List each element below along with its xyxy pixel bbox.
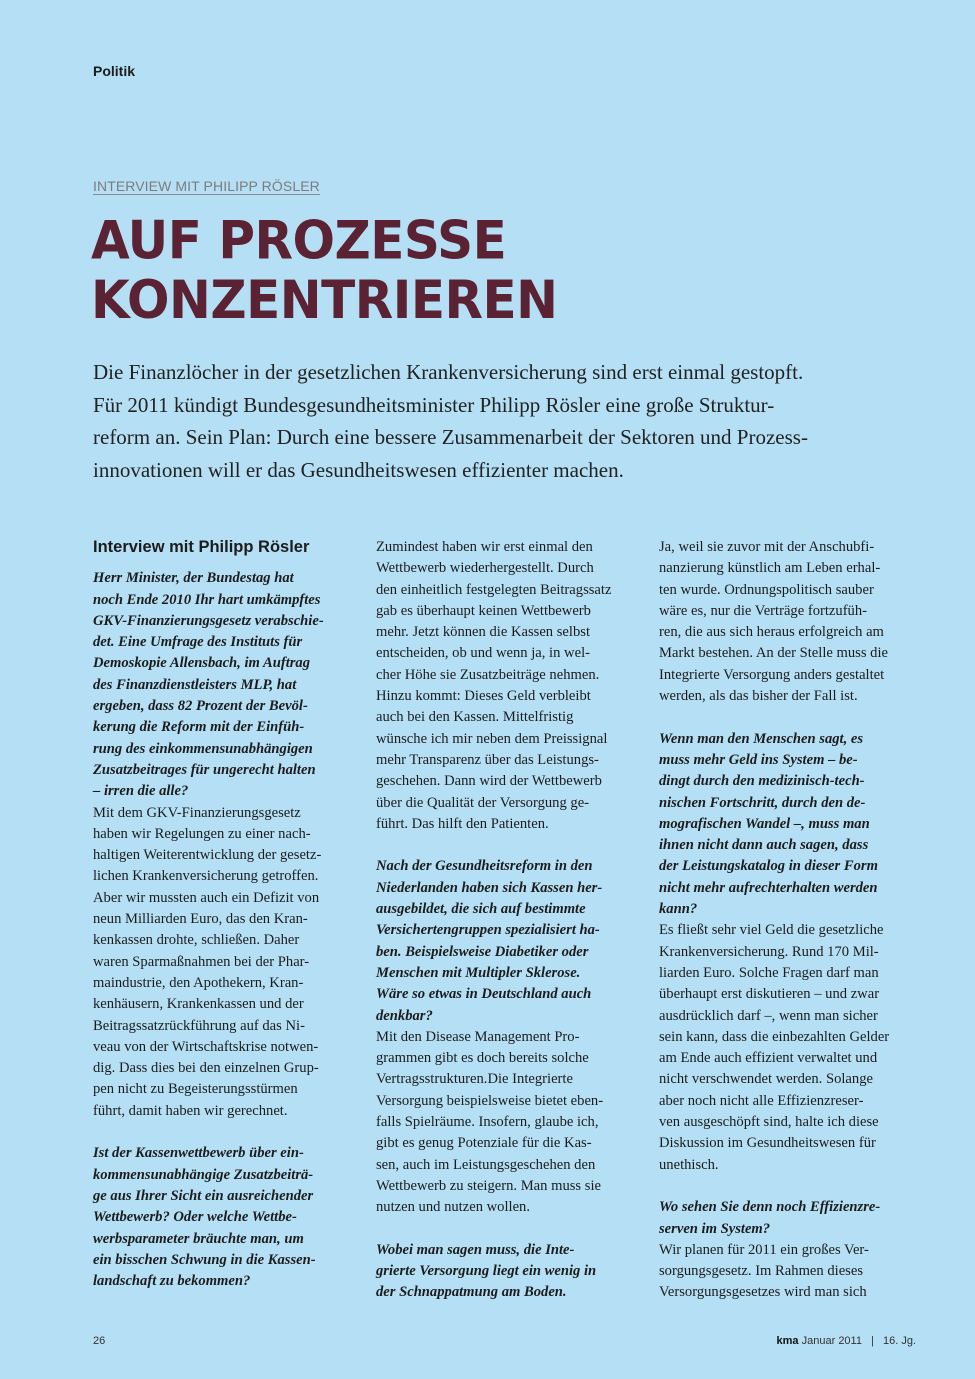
text-line: nutzen und nutzen wollen. — [376, 1199, 531, 1216]
answer-2 — [376, 537, 638, 835]
text-line: über die Qualität der Versorgung ge- — [376, 794, 590, 811]
text-line: nicht mehr aufrechterhalten werden — [659, 879, 878, 896]
text-line: Diskussion im Gesundheitswesen für — [659, 1135, 876, 1152]
question-1 — [93, 568, 355, 802]
text-line: mehr Transparenz über das Leistungs- — [376, 751, 599, 768]
text-line: Zumindest haben wir erst einmal den — [376, 539, 593, 555]
brand-logo: kma — [776, 1335, 799, 1347]
text-line: kommensunabhängige Zusatzbeiträ- — [93, 1166, 314, 1183]
text-line: dingt durch den medizinisch-tech- — [659, 773, 865, 790]
text-line: veau von der Wirtschaftskrise notwen- — [93, 1038, 319, 1055]
text-line: haben wir Regelungen zu einer nach- — [93, 825, 311, 842]
text-line: Zusatzbeitrages für ungerecht halten — [93, 761, 316, 778]
text-line: geschehen. Dann wird der Wettbewerb — [376, 773, 602, 790]
text-line: pen nicht zu Begeisterungsstürmen — [93, 1081, 298, 1098]
answer-5 — [659, 920, 921, 1176]
text-line: falls Spielräume. Insofern, glaube ich, — [376, 1114, 599, 1131]
text-line: ein bisschen Schwung in die Kassen- — [93, 1251, 316, 1268]
text-line: Versorgung beispielsweise bietet eben- — [376, 1092, 604, 1109]
text-line: überhaupt erst diskutieren – und zwar — [659, 986, 880, 1003]
lede-line: innovationen will er das Gesundheitswesen effizienter machen. — [93, 457, 624, 482]
lede-line: reform an. Sein Plan: Durch eine bessere Zusammenarbeit der Sektoren und Prozess- — [93, 425, 808, 449]
question-2 — [93, 1143, 355, 1292]
question-6 — [659, 1197, 921, 1240]
text-line: werden, als das bisher der Fall ist. — [659, 688, 858, 705]
text-line: der Leistungskatalog in dieser Form — [659, 858, 878, 875]
text-line: serven im System? — [659, 1220, 771, 1237]
answer-1 — [93, 803, 355, 1122]
text-line: Aber wir mussten auch ein Defizit von — [93, 889, 320, 906]
text-line: mehr. Jetzt können die Kassen selbst — [376, 624, 590, 641]
text-line: gab es überhaupt keinen Wettbewerb — [376, 602, 591, 619]
question-3 — [376, 856, 638, 1026]
text-line: liarden Euro. Solche Fragen darf man — [659, 964, 879, 981]
text-line: nischen Fortschritt, durch den de- — [659, 794, 866, 811]
text-line: Markt bestehen. An der Stelle muss die — [659, 645, 888, 662]
text-line: grammen gibt es doch bereits solche — [376, 1050, 589, 1067]
answer-4 — [659, 537, 921, 707]
text-line: wünsche ich mir neben dem Preissignal — [376, 730, 608, 747]
text-line: rung des einkommensunabhängigen — [93, 740, 313, 757]
text-line: sen, auch im Leistungsgeschehen den — [376, 1156, 596, 1173]
text-line: nanzierung künstlich am Leben erhal- — [659, 560, 881, 577]
text-line: haltigen Weiterentwicklung der gesetz- — [93, 847, 322, 864]
text-line: Menschen mit Multipler Sklerose. — [376, 964, 581, 981]
text-line: landschaft zu bekommen? — [93, 1273, 251, 1290]
lede-line: Die Finanzlöcher in der gesetzlichen Krankenversicherung sind erst einmal gestopft. — [93, 360, 804, 384]
question-4 — [376, 1240, 638, 1304]
text-line: Mit dem GKV-Finanzierungsgesetz — [93, 804, 301, 821]
text-line: Nach der Gesundheitsreform in den — [376, 858, 593, 875]
text-line: kenkassen drohte, schließen. Daher — [93, 932, 300, 949]
text-line: Vertragsstrukturen.Die Integrierte — [376, 1071, 573, 1088]
text-line: sorgungsgesetz. Im Rahmen dieses — [659, 1263, 864, 1280]
text-line: Niederlanden haben sich Kassen her- — [376, 879, 603, 896]
text-line: Wettbewerb? Oder welche Wettbe- — [93, 1209, 297, 1226]
text-column-3 — [659, 537, 921, 1304]
text-line: neun Milliarden Euro, das den Kran- — [93, 911, 308, 928]
text-line: Wir planen für 2011 ein großes Ver- — [659, 1241, 869, 1258]
article-headline — [91, 211, 891, 330]
text-line: den einheitlich festgelegten Beitragssatz — [376, 581, 612, 598]
text-line: grierte Versorgung liegt ein wenig in — [376, 1263, 597, 1280]
text-line: noch Ende 2010 Ihr hart umkämpftes — [93, 591, 321, 608]
text-line: Krankenversicherung. Rund 170 Mil- — [659, 943, 879, 960]
answer-6 — [659, 1240, 921, 1304]
text-line: führt. Das hilft den Patienten. — [376, 815, 549, 832]
issue-date: Januar 2011 — [801, 1335, 862, 1347]
text-line: aber noch nicht alle Effizienzreser- — [659, 1092, 864, 1109]
answer-3 — [376, 1027, 638, 1219]
text-line: muss mehr Geld ins System – be- — [659, 751, 858, 768]
lede-line: Für 2011 kündigt Bundesgesundheitsminister Philipp Rösler eine große Struktur- — [93, 392, 775, 417]
text-line: Demoskopie Allensbach, im Auftrag — [93, 655, 311, 672]
text-line: dig. Dass dies bei den einzelnen Grup- — [93, 1060, 319, 1077]
text-line: ven ausgeschöpft sind, halte ich diese — [659, 1114, 879, 1131]
text-line: ren, die aus sich heraus erfolgreich am — [659, 624, 884, 641]
text-line: Ist der Kassenwettbewerb über ein- — [93, 1145, 304, 1162]
text-line: Ja, weil sie zuvor mit der Anschubfi- — [659, 539, 875, 555]
text-line: führt, damit haben wir gerechnet. — [93, 1102, 288, 1119]
text-line: kerung die Reform mit der Einfüh- — [93, 719, 305, 736]
text-line: – irren die alle? — [93, 783, 189, 800]
text-line: waren Sparmaßnahmen bei der Phar- — [93, 953, 310, 970]
headline-line: AUF PROZESSE — [91, 209, 507, 272]
text-line: denkbar? — [376, 1007, 433, 1024]
text-line: unethisch. — [659, 1156, 719, 1173]
text-line: des Finanzdienstleisters MLP, hat — [93, 676, 297, 693]
text-line: nicht verschwendet werden. Solange — [659, 1071, 873, 1088]
text-line: ihnen nicht dann auch sagen, dass — [659, 837, 869, 854]
text-line: sein kann, dass die einbezahlten Gelder — [659, 1028, 890, 1045]
text-line: Wo sehen Sie denn noch Effizienzre- — [659, 1199, 881, 1216]
text-line: mografischen Wandel –, muss man — [659, 815, 870, 832]
text-line: auch bei den Kassen. Mittelfristig — [376, 709, 574, 726]
text-line: Versichertengruppen spezialisiert ha- — [376, 922, 600, 939]
text-line: Integrierte Versorgung anders gestaltet — [659, 666, 885, 683]
text-line: cher Höhe sie Zusatzbeiträge nehmen. — [376, 666, 600, 683]
text-line: det. Eine Umfrage des Instituts für — [93, 634, 303, 651]
text-line: ge aus Ihrer Sicht ein ausreichender — [93, 1187, 314, 1204]
text-line: ben. Beispielsweise Diabetiker oder — [376, 943, 589, 960]
text-line: Wettbewerb zu steigern. Man muss sie — [376, 1177, 601, 1194]
text-line: der Schnappatmung am Boden. — [376, 1284, 567, 1301]
text-line: am Ende auch effizient verwaltet und — [659, 1050, 878, 1067]
headline-line: KONZENTRIEREN — [91, 269, 558, 331]
article-lede — [93, 356, 893, 486]
text-line: kenhäusern, Krankenkassen und der — [93, 996, 304, 1013]
footer-publication — [777, 1335, 916, 1347]
text-line: lichen Krankenversicherung getroffen. — [93, 868, 319, 885]
text-line: kann? — [659, 901, 698, 918]
text-line: ergeben, dass 82 Prozent der Bevöl- — [93, 698, 308, 715]
text-line: Es fließt sehr viel Geld die gesetzliche — [659, 922, 884, 939]
text-line: maindustrie, den Apothekern, Kran- — [93, 974, 304, 991]
text-line: Herr Minister, der Bundestag hat — [93, 570, 294, 587]
text-line: Wenn man den Menschen sagt, es — [659, 730, 864, 747]
text-line: Hinzu kommt: Dieses Geld verbleibt — [376, 688, 591, 705]
page-number: 26 — [93, 1335, 106, 1347]
text-line: gibt es genug Potenziale für die Kas- — [376, 1135, 592, 1152]
text-line: ausdrücklich darf –, wenn man sicher — [659, 1007, 878, 1024]
text-line: Wobei man sagen muss, die Inte- — [376, 1241, 575, 1258]
text-line: werbsparameter bräuchte man, um — [93, 1230, 304, 1247]
text-line: entscheiden, ob und wenn ja, in wel- — [376, 645, 590, 662]
section-label: Politik — [93, 63, 136, 79]
text-line: Versorgungsgesetzes wird man sich — [659, 1284, 867, 1301]
text-line: Beitragssatzrückführung auf das Ni- — [93, 1017, 305, 1034]
text-column-1 — [93, 537, 355, 1292]
volume: 16. Jg. — [882, 1335, 916, 1347]
question-5 — [659, 729, 921, 921]
text-line: Wäre so etwas in Deutschland auch — [376, 986, 592, 1003]
text-line: ten wurde. Ordnungspolitisch sauber — [659, 581, 874, 598]
text-line: wäre es, nur die Verträge fortzufüh- — [659, 602, 868, 619]
text-line: Wettbewerb wiederhergestellt. Durch — [376, 560, 594, 577]
text-column-2 — [376, 537, 638, 1304]
interview-heading: Interview mit Philipp Rösler — [93, 538, 310, 556]
text-line: ausgebildet, die sich auf bestimmte — [376, 901, 586, 918]
text-line: GKV-Finanzierungsgesetz verabschie- — [93, 612, 324, 629]
article-kicker: INTERVIEW MIT PHILIPP RÖSLER — [93, 178, 320, 194]
text-line: Mit den Disease Management Pro- — [376, 1028, 580, 1045]
footer-separator: | — [871, 1335, 874, 1347]
